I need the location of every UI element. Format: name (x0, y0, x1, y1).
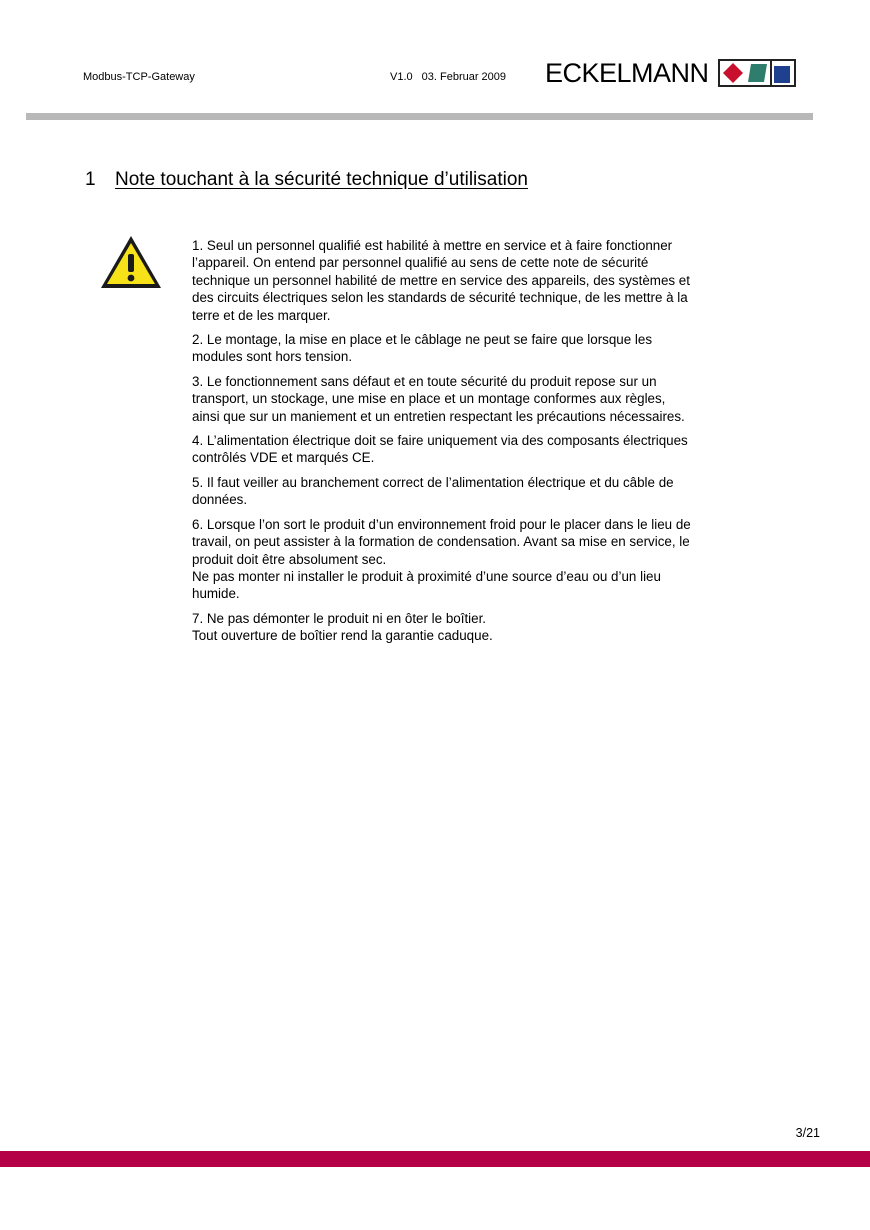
footer-bar (0, 1151, 870, 1167)
header-document-title: Modbus-TCP-Gateway (83, 71, 195, 83)
note-1: 1. Seul un personnel qualifié est habilité à mettre en service et à faire fonctionner l’appareil. On entend par personnel qualifié au sens de cette note de sécurité technique un personnel habilité de mettre en service des appareils, des systèmes et des circuits électriques selon les standards de sécurité technique, de les mettre à la terre et de les marquer. (192, 238, 690, 323)
header-version: V1.0 (390, 71, 413, 83)
warning-triangle-icon (99, 234, 163, 290)
section-title: Note touchant à la sécurité technique d’utilisation (115, 169, 528, 190)
header-date: 03. Februar 2009 (421, 71, 507, 83)
section-number: 1 (85, 169, 96, 190)
header-rule (26, 113, 813, 120)
note-2: 2. Le montage, la mise en place et le câblage ne peut se faire que lorsque les modules sont hors tension. (192, 332, 653, 365)
note-6: 6. Lorsque l’on sort le produit d’un environnement froid pour le placer dans le lieu de travail, on peut assister à la formation de condensation. Avant sa mise en service, le produit doit être absolument sec. Ne pas monter ni installer le produit à proximité d’une source d’eau ou d’un lieu humide. (192, 516, 691, 602)
eckelmann-logo (545, 57, 796, 89)
section-heading (85, 169, 528, 191)
note-3: 3. Le fonctionnement sans défaut et en toute sécurité du produit repose sur un transport, un stockage, une mise en place et un montage conformes aux règles, ainsi que sur un maniement et un entretien respectant les précautions nécessaires. (192, 373, 685, 424)
note-5: 5. Il faut veiller au branchement correct de l’alimentation électrique et du câble de données. (192, 474, 674, 508)
note-4: 4. L’alimentation électrique doit se faire uniquement via des composants électriques contrôlés VDE et marqués CE. (192, 433, 688, 466)
header-version-date (390, 71, 506, 83)
safety-notes (192, 237, 742, 652)
logo-text: ECKELMANN (545, 58, 709, 88)
logo-squares-icon (718, 59, 796, 87)
note-7: 7. Ne pas démonter le produit ni en ôter le boîtier. Tout ouverture de boîtier rend la garantie caduque. (192, 610, 493, 644)
page-number: 3/21 (795, 1126, 820, 1140)
